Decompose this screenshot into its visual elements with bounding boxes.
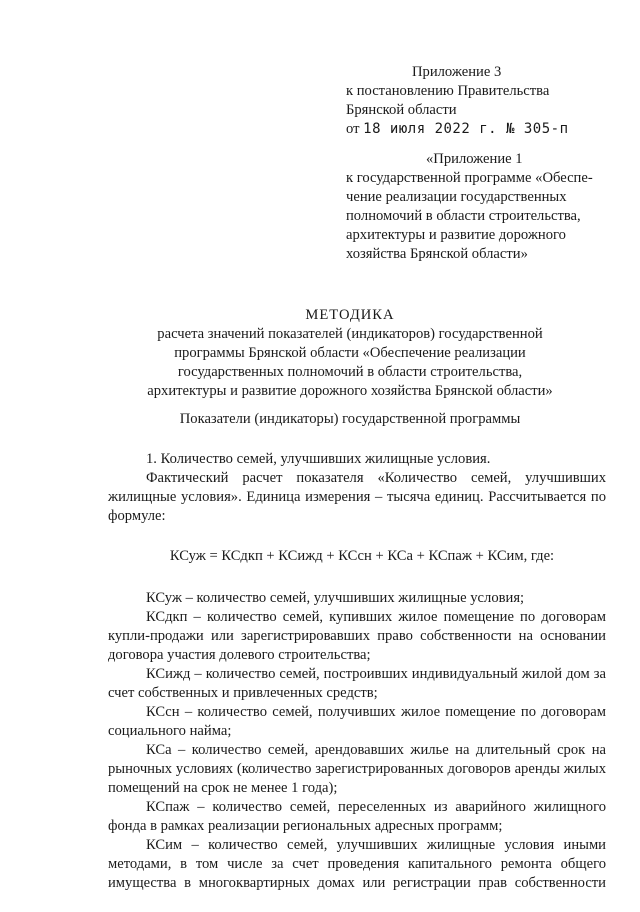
item-heading: 1. Количество семей, улучшивших жилищные условия.	[146, 451, 491, 467]
program-appendix-line: к государственной программе «Обеспе-	[346, 170, 593, 186]
document-subtitle-line: архитектуры и развитие дорожного хозяйства Брянской области»	[147, 383, 553, 399]
program-appendix-line: чение реализации государственных	[346, 189, 567, 205]
paragraph: Фактический расчет показателя «Количество семей, улучшивших жилищные условия». Единица измерения – тысяча единиц. Рассчитывается по формуле:	[108, 470, 606, 524]
definition: КСуж – количество семей, улучшивших жилищные условия;	[146, 590, 525, 606]
document-subtitle-line: государственных полномочий в области строительства,	[177, 364, 523, 380]
document-title-block	[100, 306, 600, 401]
definition: КСижд – количество семей, построивших индивидуальный жилой дом за счет собственных и привлеченных средств;	[108, 666, 606, 701]
appendix-date	[346, 120, 616, 139]
definition: КСим – количество семей, улучшивших жилищные условия иными методами, в том числе за счет проведения капитального ремонта общего имущества в многоквартирных домах или регистрации прав собственности	[108, 837, 606, 891]
section-heading: Показатели (индикаторы) государственной программы	[179, 411, 521, 427]
definition: КСпаж – количество семей, переселенных из аварийного жилищного фонда в рамках реализации региональных адресных программ;	[108, 799, 606, 834]
appendix-line: Брянской области	[346, 102, 457, 118]
program-appendix-line: архитектуры и развитие дорожного	[346, 227, 566, 243]
appendix-line: к постановлению Правительства	[346, 83, 550, 99]
appendix-header	[346, 63, 616, 139]
appendix-number: Приложение 3	[412, 64, 502, 80]
formula: КСуж = КСдкп + КСижд + КСсн + КСа + КСпаж + КСим, где:	[169, 548, 555, 564]
definition: КСсн – количество семей, получивших жилое помещение по договорам социального найма;	[108, 704, 606, 739]
document-title: МЕТОДИКА	[305, 307, 395, 323]
definition: КСдкп – количество семей, купивших жилое помещение по договорам купли-продажи или зарегистрировавших право собственности на основании договора участия долевого строительства;	[108, 609, 606, 663]
program-appendix-header	[346, 150, 611, 264]
document-subtitle-line: расчета значений показателей (индикаторов) государственной	[157, 326, 543, 342]
program-appendix-line: полномочий в области строительства,	[346, 208, 581, 224]
date-stamp: 18 июля 2022 г. № 305-п	[363, 121, 569, 137]
document-body	[108, 450, 606, 912]
document-subtitle-line: программы Брянской области «Обеспечение реализации	[174, 345, 526, 361]
date-prefix: от	[346, 121, 360, 137]
program-appendix-line: «Приложение 1	[426, 151, 523, 167]
definition: КСа – количество семей, арендовавших жилье на длительный срок на рыночных условиях (количество зарегистрированных договоров аренды жилых помещений на срок не менее 1 года);	[108, 742, 606, 796]
program-appendix-line: хозяйства Брянской области»	[346, 246, 528, 262]
